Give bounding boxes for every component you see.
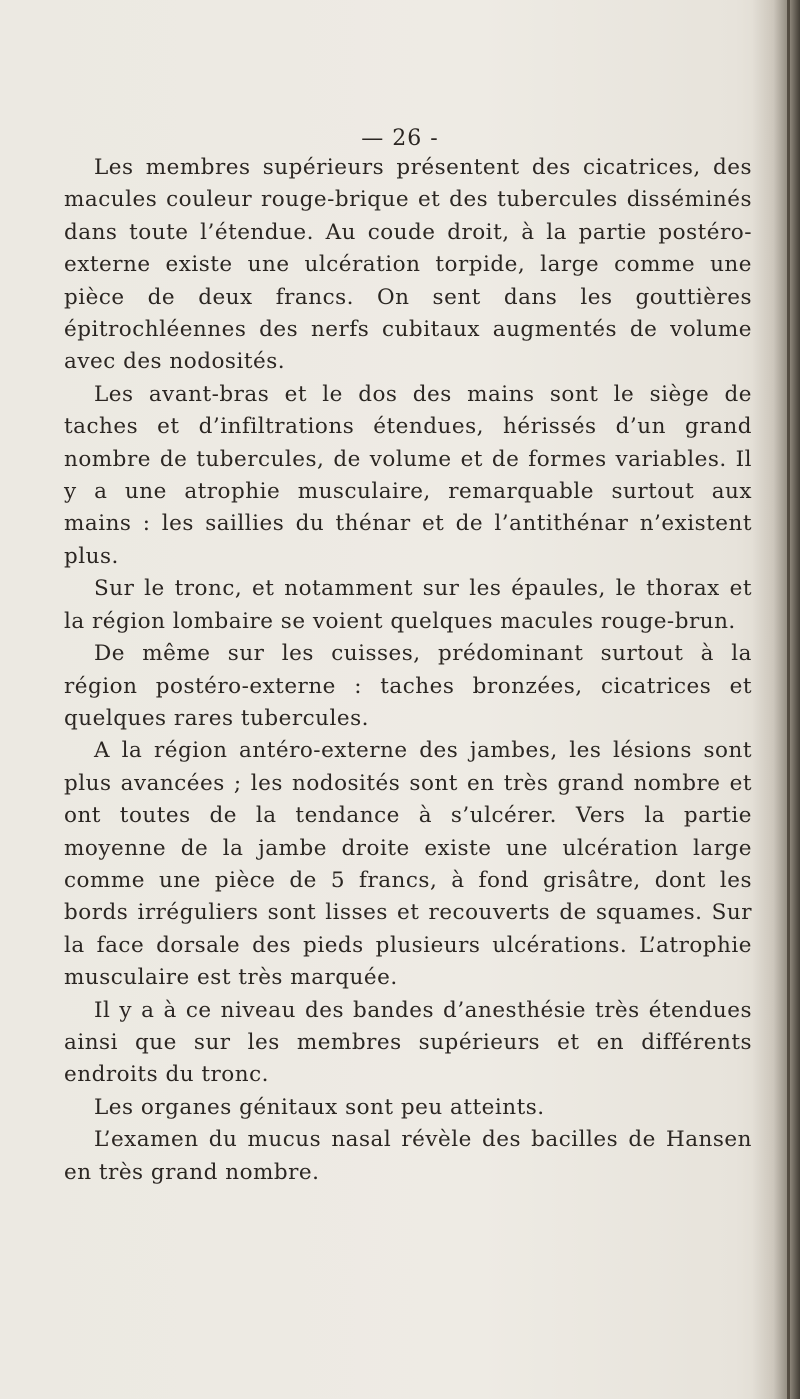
paragraph-nasal-mucus: L’examen du mucus nasal révèle des bacilles de Hansen en très grand nombre. bbox=[64, 1127, 752, 1185]
paragraph-upper-limbs: Les membres supérieurs présentent des cicatrices, des macules couleur rouge-brique et des tubercules disséminés dans toute l’étendue. Au coude droit, à la partie postéro-externe existe une ulcération torpide, large comme une pièce de deux francs. On sent dans les gouttières épitrochléennes des nerfs cubitaux augmentés de volume avec des nodosités. bbox=[64, 155, 752, 375]
paragraph-legs: A la région antéro-externe des jambes, les lésions sont plus avancées ; les nodosités sont en très grand nombre et ont toutes de la tendance à s’ulcérer. Vers la partie moyenne de la jambe droite existe une ulcération large comme une pièce de 5 francs, à fond grisâtre, dont les bords irréguliers sont lisses et recouverts de squames. Sur la face dorsale des pieds plusieurs ulcérations. L’atrophie musculaire est très marquée. bbox=[64, 738, 752, 991]
paragraph-forearms-hands: Les avant-bras et le dos des mains sont le siège de taches et d’infiltrations étendues, hérissés d’un grand nombre de tubercules, de volume et de formes variables. Il y a une atrophie musculaire, remarquable surtout aux mains : les saillies du thénar et de l’antithénar n’existent plus. bbox=[64, 381, 752, 569]
body-text bbox=[64, 152, 752, 1189]
page-number: — 26 - bbox=[361, 126, 439, 151]
binding-edge bbox=[787, 0, 790, 1399]
page-edge-shadow bbox=[752, 0, 800, 1399]
paragraph-trunk: Sur le tronc, et notamment sur les épaules, le thorax et la région lombaire se voient quelques macules rouge-brun. bbox=[64, 576, 752, 634]
paragraph-thighs: De même sur les cuisses, prédominant surtout à la région postéro-externe : taches bronzées, cicatrices et quelques rares tubercules. bbox=[64, 641, 752, 731]
paragraph-anesthesia: Il y a à ce niveau des bandes d’anesthésie très étendues ainsi que sur les membres supérieurs et en différents endroits du tronc. bbox=[64, 997, 752, 1088]
paragraph-genital-organs: Les organes génitaux sont peu atteints. bbox=[94, 1094, 545, 1120]
